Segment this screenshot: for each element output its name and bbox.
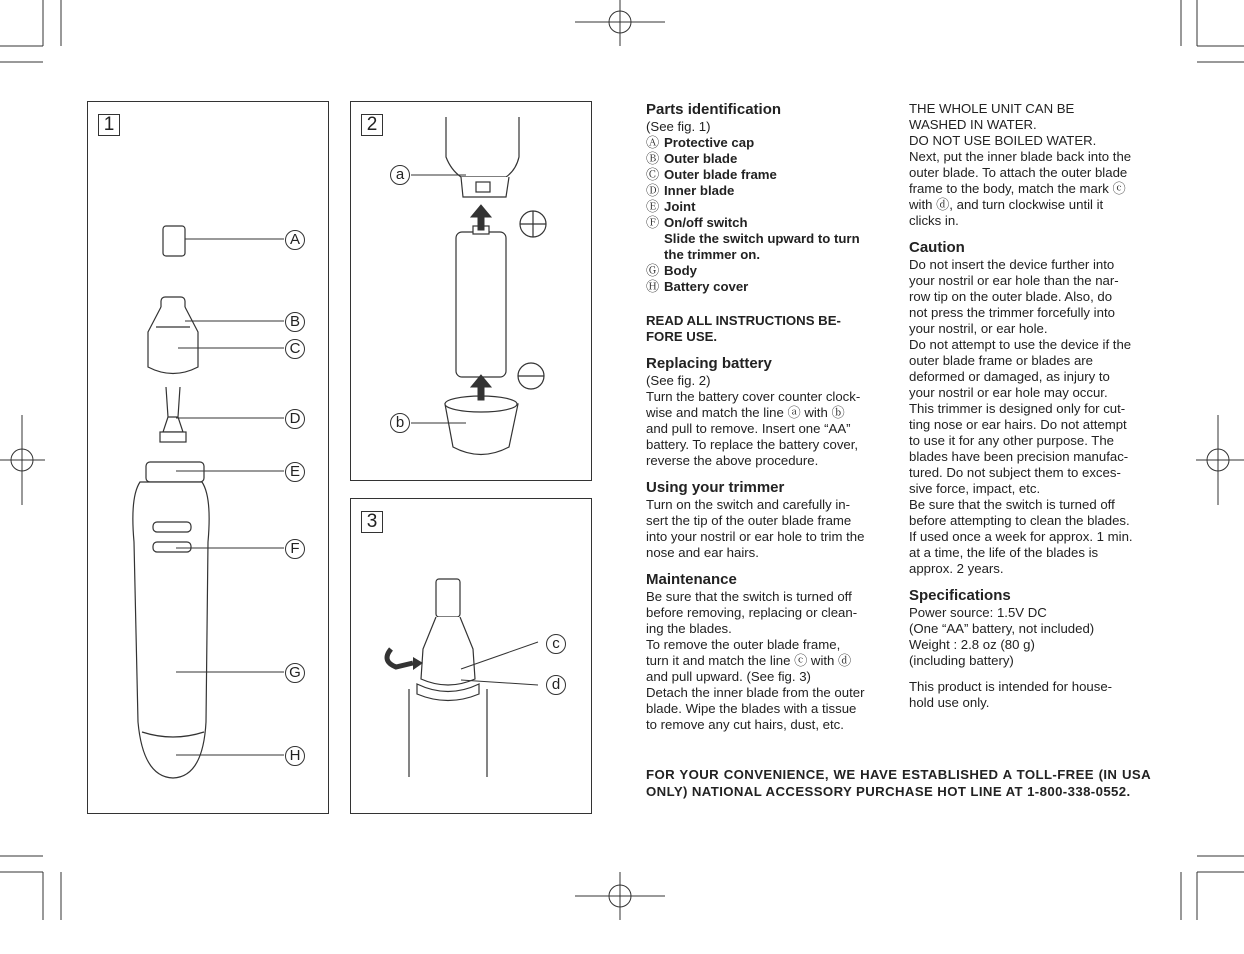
washing-section: THE WHOLE UNIT CAN BE WASHED IN WATER. DO NOT USE BOILED WATER. Next, put the inner blade back into the outer blade. To attach the outer blade frame to the body, match the mark ⓒ with ⓓ, and turn clockwise until it clicks in. (909, 101, 1132, 228)
part-item: Ⓔ Joint (646, 199, 696, 214)
using-title: Using your trimmer (646, 479, 785, 496)
caution-section: Caution Do not insert the device further into your nostril or ear hole than the nar- row tip on the outer blade. Also, do not press the trimmer forcefully into your nostril, or ear hole. Do not attempt to use the device if the outer blade frame or blades are deformed or damaged, as injury to your nostril or ear hole may occur. This trimmer is designed only for cut- ting nose or ear hairs. Do not attempt to use it for any other purpose. The blades have been precision manufac- tured. Do not subject them to exces- sive force, impact, etc. Be sure that the switch is turned off before attempting to clean the blades. If used once a week for approx. 1 min. at a time, the life of the blades is approx. 2 years. (909, 239, 1154, 577)
callout-a-lower: a (390, 165, 410, 185)
part-item: Ⓒ Outer blade frame (646, 167, 777, 182)
using-section: Using your trimmer Turn on the switch and carefully in- sert the tip of the outer blade frame into your nostril or ear hole to trim the nose and ear hairs. (646, 479, 886, 561)
read-all-notice: READ ALL INSTRUCTIONS BE- FORE USE. (646, 313, 841, 344)
caution-title: Caution (909, 239, 965, 256)
figure-3 (350, 498, 592, 814)
figure-1 (87, 101, 329, 814)
maintenance-section: Maintenance Be sure that the switch is turned off before removing, replacing or clean- ing the blades. To remove the outer blade frame, turn it and match the line ⓒ with ⓓ and pull upward. (See fig. 3) Detach the inner blade from the outer blade. Wipe the blades with a tissue to remove any cut hairs, dust, etc. (646, 571, 886, 733)
callout-c-lower: c (546, 634, 566, 654)
callout-d-lower: d (546, 675, 566, 695)
callout-d: D (285, 409, 305, 429)
replacing-title: Replacing battery (646, 355, 772, 372)
figure-number: 3 (361, 511, 383, 533)
household-note: This product is intended for house- hold use only. (909, 679, 1113, 710)
callout-a: A (285, 230, 305, 250)
battery-replacement-illustration (351, 102, 591, 480)
trimmer-parts-illustration (88, 102, 328, 813)
left-text-column (646, 101, 886, 743)
figure-2 (350, 101, 592, 481)
parts-title: Parts identification (646, 101, 782, 118)
switch-note: Slide the switch upward to turn (664, 231, 860, 246)
callout-c: C (285, 339, 305, 359)
blade-removal-illustration (351, 499, 591, 813)
callout-e: E (285, 462, 305, 482)
part-item: Ⓕ On/off switch (646, 215, 748, 230)
parts-see: (See fig. 1) (646, 119, 711, 134)
part-item: Ⓑ Outer blade (646, 151, 738, 166)
specifications-section: Specifications Power source: 1.5V DC (One “AA” battery, not included) Weight : 2.8 oz (80 g) (including battery) (909, 587, 1154, 669)
hotline-notice: FOR YOUR CONVENIENCE, WE HAVE ESTABLISHED A TOLL-FREE (IN USA ONLY) NATIONAL ACCESSORY PURCHASE HOT LINE AT 1-800-338-0552. (646, 767, 1151, 799)
part-item: Ⓓ Inner blade (646, 183, 735, 198)
callout-b: B (285, 312, 305, 332)
replacing-battery-section: Replacing battery (See fig. 2) Turn the battery cover counter clock- wise and match the line ⓐ with ⓑ and pull to remove. Insert one “AA” battery. To replace the battery cover, reverse the above procedure. (646, 355, 886, 469)
part-item: Ⓗ Battery cover (646, 279, 749, 294)
right-text-column (909, 101, 1154, 721)
switch-note: the trimmer on. (664, 247, 760, 262)
callout-b-lower: b (390, 413, 410, 433)
part-item: Ⓖ Body (646, 263, 697, 278)
callout-g: G (285, 663, 305, 683)
figure-number: 2 (361, 114, 383, 136)
figure-number: 1 (98, 114, 120, 136)
callout-h: H (285, 746, 305, 766)
maintenance-title: Maintenance (646, 571, 737, 588)
parts-section (646, 101, 886, 295)
part-item: Ⓐ Protective cap (646, 135, 755, 150)
specifications-title: Specifications (909, 587, 1011, 604)
callout-f: F (285, 539, 305, 559)
